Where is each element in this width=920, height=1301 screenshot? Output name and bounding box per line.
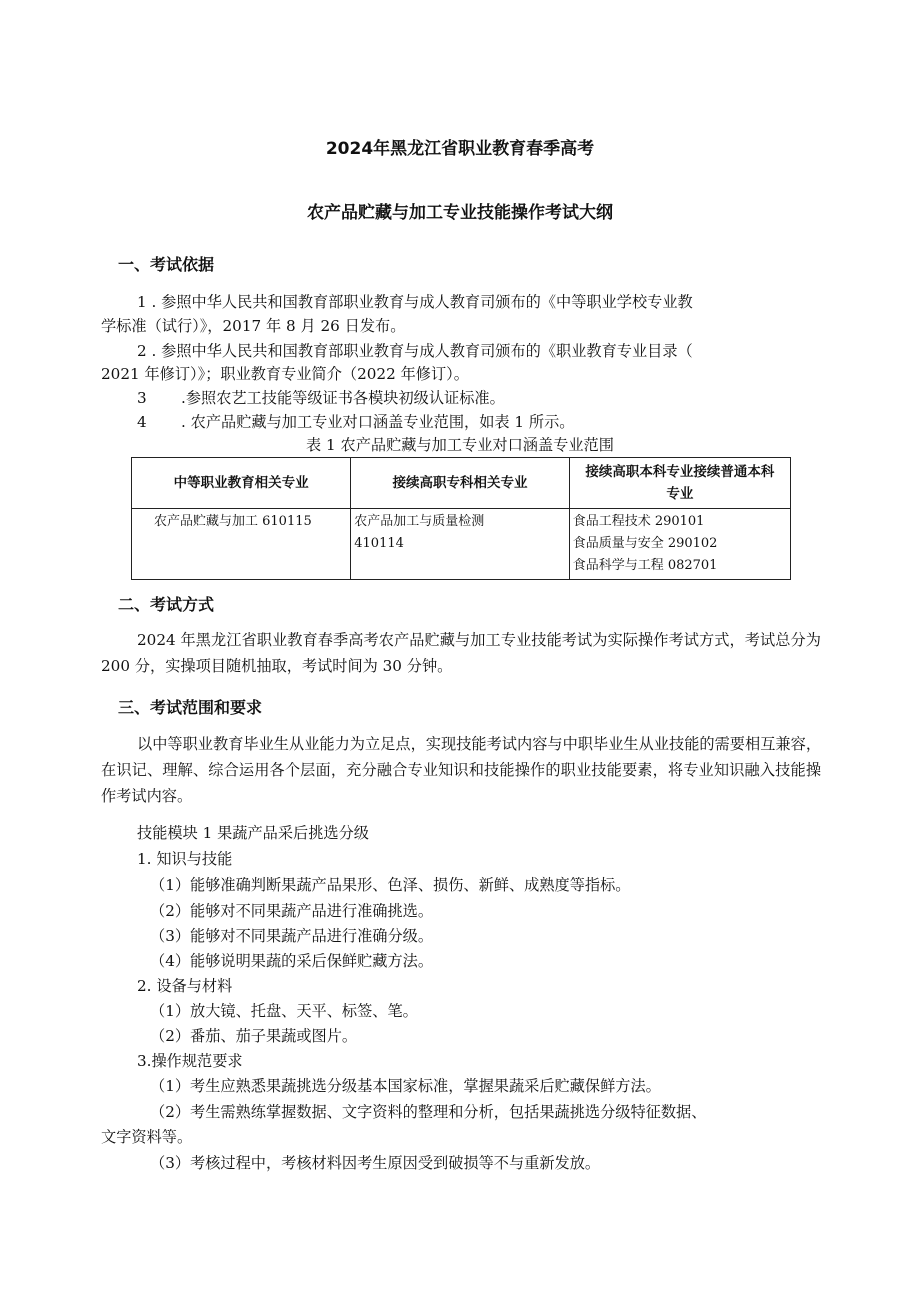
- section1-item2-line2: 2021 年修订）》；职业教育专业简介（2022 年修订）。: [101, 365, 469, 383]
- module1-sub3-item1: （1）考生应熟悉果蔬挑选分级基本国家标准，掌握果蔬采后贮藏保鲜方法。: [150, 1077, 661, 1095]
- section1-item2-line1: 2 . 参照中华人民共和国教育部职业教育与成人教育司颁布的《职业教育专业目录（: [137, 342, 693, 360]
- table-header-row: [132, 458, 791, 509]
- table-cell-junior-college-line2: 410114: [354, 536, 404, 551]
- module1-sub2-item: （1）放大镜、托盘、天平、标签、笔。: [150, 1002, 418, 1020]
- section3-heading: 三、考试范围和要求: [118, 698, 263, 717]
- table-cell-undergraduate-item: 食品质量与安全 290102: [572, 536, 718, 551]
- table-caption: 表 1 农产品贮藏与加工专业对口涵盖专业范围: [306, 436, 614, 454]
- section1-item1-line2: 学标准（试行）》，2017 年 8 月 26 日发布。: [101, 317, 406, 335]
- table-header-undergraduate: [569, 458, 790, 509]
- section1-item1-line1: 1 . 参照中华人民共和国教育部职业教育与成人教育司颁布的《中等职业学校专业教: [137, 293, 693, 311]
- module1-sub1-item: （4）能够说明果蔬的采后保鲜贮藏方法。: [150, 952, 434, 970]
- module1-sub3-title: 3.操作规范要求: [137, 1052, 243, 1070]
- section3-text: 以中等职业教育毕业生从业能力为立足点，实现技能考试内容与中职毕业生从业技能的需要相互兼容，在识记、理解、综合运用各个层面，充分融合专业知识和技能操作的职业技能要素，将专业知识融入技能操作考试内容。: [101, 735, 821, 805]
- section1-heading: 一、考试依据: [118, 255, 215, 274]
- table-cell-undergraduate-item: 食品工程技术 290101: [572, 514, 705, 529]
- section1-item4-text: . 农产品贮藏与加工专业对口涵盖专业范围，如表 1 所示。: [181, 413, 575, 431]
- module1-sub3-item3: （3）考核过程中，考核材料因考生原因受到破损等不与重新发放。: [150, 1154, 601, 1172]
- table-header-junior-college: 接续高职专科相关专业: [351, 458, 569, 509]
- major-scope-table: [131, 457, 791, 580]
- table-row: [132, 509, 791, 580]
- table-cell-junior-college-line1: 农产品加工与质量检测: [354, 514, 485, 529]
- module1-sub1-item: （2）能够对不同果蔬产品进行准确挑选。: [150, 902, 434, 920]
- table-header-secondary: 中等职业教育相关专业: [132, 458, 351, 509]
- module1-sub2-item: （2）番茄、茄子果蔬或图片。: [150, 1027, 358, 1045]
- section1-item3-text: .参照农艺工技能等级证书各模块初级认证标准。: [181, 389, 505, 407]
- section1-item3-number: 3: [137, 389, 147, 407]
- table-cell-undergraduate: [569, 509, 790, 580]
- module1-sub3-item2-line2: 文字资料等。: [101, 1128, 193, 1146]
- module1-sub1-item: （1）能够准确判断果蔬产品果形、色泽、损伤、新鲜、成熟度等指标。: [150, 876, 631, 894]
- document-title: 2024年黑龙江省职业教育春季高考: [325, 139, 595, 159]
- table-cell-undergraduate-item: 食品科学与工程 082701: [572, 558, 718, 573]
- module1-sub3-item2-line1: （2）考生需熟练掌握数据、文字资料的整理和分析，包括果蔬挑选分级特征数据、: [150, 1103, 707, 1121]
- section2-heading: 二、考试方式: [118, 595, 215, 614]
- table-header-undergraduate-line1: 接续高职本科专业接续普通本科: [585, 464, 775, 480]
- table-header-undergraduate-line2: 专业: [666, 486, 694, 502]
- document-subtitle: 农产品贮藏与加工专业技能操作考试大纲: [307, 203, 613, 223]
- module1-title: 技能模块 1 果蔬产品采后挑选分级: [137, 824, 369, 842]
- section1-item4-number: 4: [137, 413, 147, 431]
- module1-sub2-title: 2. 设备与材料: [137, 977, 233, 995]
- module1-sub1-title: 1. 知识与技能: [137, 850, 233, 868]
- table-cell-junior-college: [351, 509, 569, 580]
- table-cell-secondary: 农产品贮藏与加工 610115: [132, 509, 351, 580]
- module1-sub1-item: （3）能够对不同果蔬产品进行准确分级。: [150, 927, 434, 945]
- section2-text: 2024 年黑龙江省职业教育春季高考农产品贮藏与加工专业技能考试为实际操作考试方式，考试总分为 200 分，实操项目随机抽取，考试时间为 30 分钟。: [101, 631, 821, 675]
